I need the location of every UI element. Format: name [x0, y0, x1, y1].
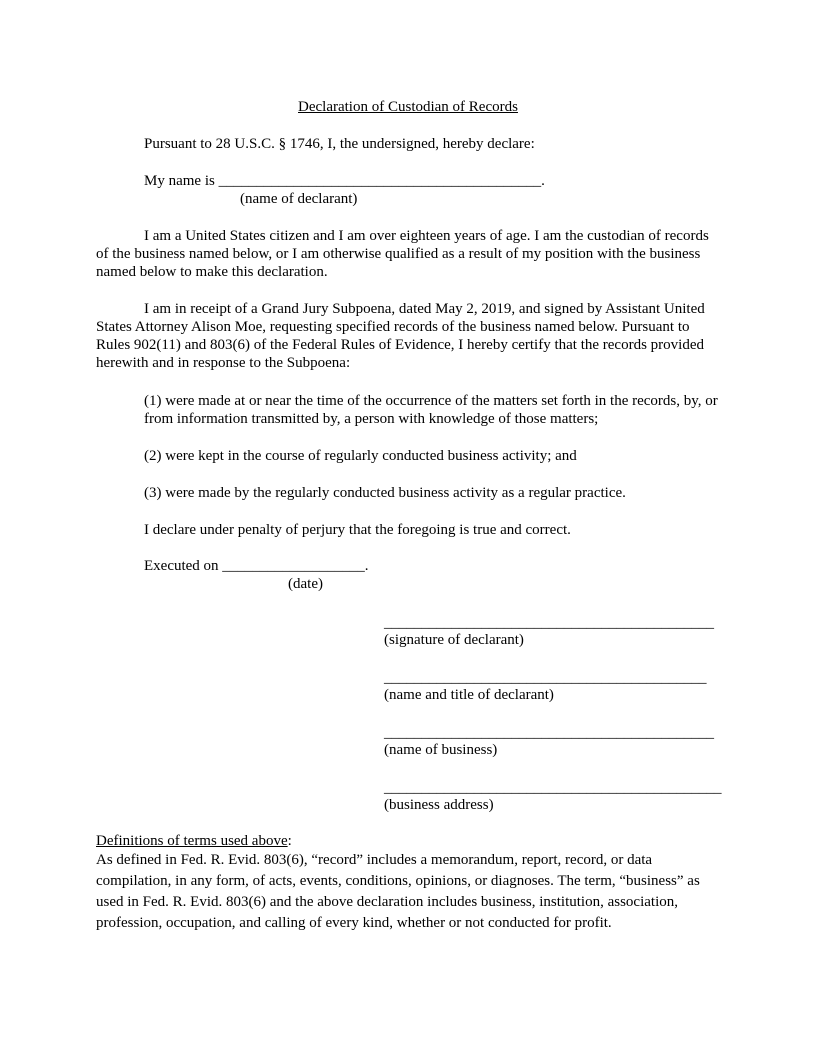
certification-item-3: (3) were made by the regularly conducted business activity as a regular practice. — [144, 485, 626, 501]
name-title-caption: (name and title of declarant) — [384, 687, 554, 703]
name-title-line: ___________________________________________ — [384, 670, 707, 686]
signature-line: ____________________________________________ — [384, 615, 714, 631]
business-name-line: ____________________________________________ — [384, 725, 714, 741]
business-address-caption: (business address) — [384, 797, 494, 813]
certification-item-1: (1) were made at or near the time of the occurrence of the matters set forth in the records, by, or from information transmitted by, a person with knowledge of those matters; — [144, 393, 718, 427]
business-address-line: _____________________________________________ — [384, 780, 722, 796]
declarant-name-caption: (name of declarant) — [240, 191, 358, 207]
document-title: Declaration of Custodian of Records — [298, 99, 518, 115]
signature-caption: (signature of declarant) — [384, 632, 524, 648]
definitions-heading-row — [96, 832, 292, 850]
subpoena-paragraph: I am in receipt of a Grand Jury Subpoena, dated May 2, 2019, and signed by Assistant United States Attorney Alison Moe, requesting specified records of the business named below. Pursuant to Rules 902(11) and 803(6) of the Federal Rules of Evidence, I hereby certify that the records provided herewith and in response to the Subpoena: — [96, 301, 705, 371]
certification-item-2: (2) were kept in the course of regularly conducted business activity; and — [144, 448, 577, 464]
date-caption: (date) — [288, 576, 323, 592]
definitions-heading: Definitions of terms used above — [96, 833, 288, 849]
definitions-body: As defined in Fed. R. Evid. 803(6), “record” includes a memorandum, report, record, or data compilation, in any form, of acts, events, conditions, opinions, or diagnoses. The term, “business” as used in Fed. R. Evid. 803(6) and the above declaration includes business, institution, association, profession, occupation, and calling of every kind, whether or not conducted for profit. — [96, 852, 700, 931]
business-name-caption: (name of business) — [384, 742, 498, 758]
definitions-heading-colon: : — [287, 833, 292, 849]
intro-statement: Pursuant to 28 U.S.C. § 1746, I, the undersigned, hereby declare: — [144, 136, 535, 152]
perjury-statement: I declare under penalty of perjury that the foregoing is true and correct. — [144, 522, 571, 538]
citizenship-paragraph: I am a United States citizen and I am over eighteen years of age. I am the custodian of records of the business named below, or I am otherwise qualified as a result of my position with the business named below to make this declaration. — [96, 228, 709, 280]
declarant-name-line: My name is ___________________________________________. — [144, 173, 545, 189]
executed-on-line: Executed on ___________________. — [144, 558, 369, 574]
